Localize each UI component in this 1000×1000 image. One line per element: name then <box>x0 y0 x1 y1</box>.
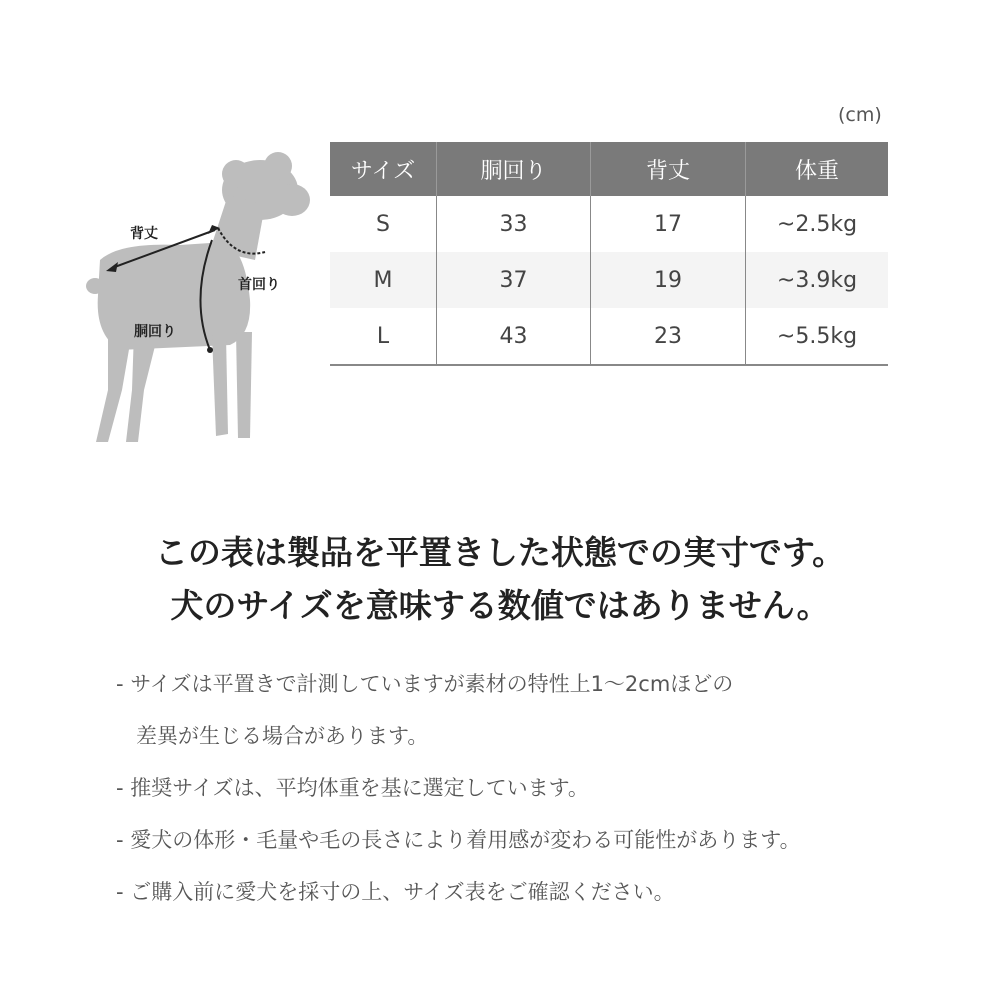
dog-illustration <box>60 150 350 470</box>
cell-weight: ~3.9kg <box>746 252 889 308</box>
note-item: - ご購入前に愛犬を採寸の上、サイズ表をご確認ください。 <box>116 880 675 904</box>
table-row <box>330 196 888 252</box>
cell-weight: ~2.5kg <box>746 196 889 252</box>
size-table <box>330 142 888 366</box>
cell-size: L <box>330 308 437 365</box>
table-header-row <box>330 142 888 196</box>
cell-chest: 43 <box>437 308 591 365</box>
cell-size: M <box>330 252 437 308</box>
neck-label: 首回り <box>238 277 280 293</box>
table-row <box>330 252 888 308</box>
unit-label: (cm) <box>838 104 882 126</box>
cell-size: S <box>376 211 390 237</box>
cell-chest: 33 <box>437 196 591 252</box>
cell-back-length: 19 <box>591 252 746 308</box>
notes-list <box>116 667 916 927</box>
header-weight: 体重 <box>746 142 889 196</box>
header-size: サイズ <box>330 142 437 196</box>
cell-back-length: 23 <box>591 308 746 365</box>
cell-weight: ~5.5kg <box>746 308 889 365</box>
note-item: - 推奨サイズは、平均体重を基に選定しています。 <box>116 776 589 800</box>
dog-silhouette <box>86 152 310 442</box>
note-item: - サイズは平置きで計測していますが素材の特性上1～2cmほどの <box>116 672 734 696</box>
back-length-label: 背丈 <box>130 226 158 242</box>
dog-measurement-diagram <box>60 150 350 470</box>
chest-label: 胴回り <box>134 324 176 340</box>
cell-back-length: 17 <box>591 196 746 252</box>
table-row <box>330 308 888 365</box>
notice-line-2: 犬のサイズを意味する数値ではありません。 <box>170 586 830 625</box>
notice-line-1: この表は製品を平置きした状態での実寸です。 <box>154 533 846 572</box>
header-back-length: 背丈 <box>591 142 746 196</box>
note-item: - 愛犬の体形・毛量や毛の長さにより着用感が変わる可能性があります。 <box>116 828 801 852</box>
note-item-continuation: 差異が生じる場合があります。 <box>136 724 429 748</box>
cell-chest: 37 <box>437 252 591 308</box>
header-chest: 胴回り <box>437 142 591 196</box>
